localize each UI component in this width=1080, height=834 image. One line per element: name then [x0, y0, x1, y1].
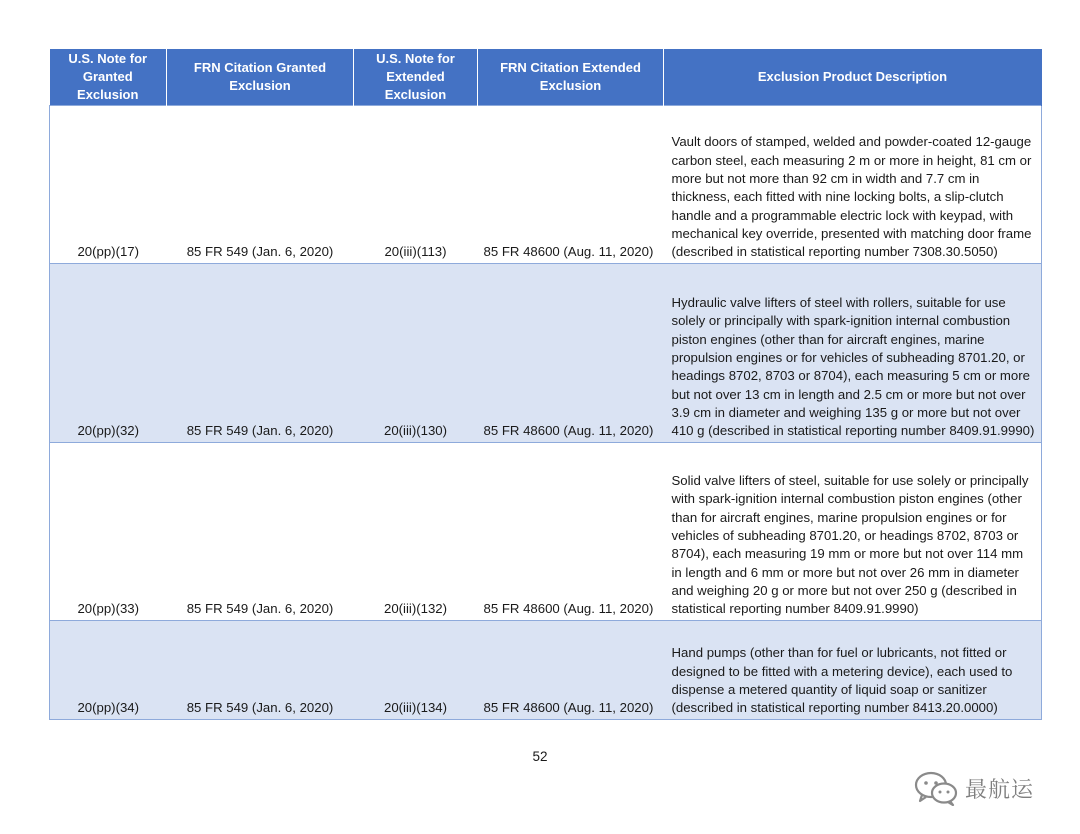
- cell-extended-frn: 85 FR 48600 (Aug. 11, 2020): [478, 263, 664, 442]
- cell-description: Hand pumps (other than for fuel or lubricants, not fitted or designed to be fitted with a metering device), each used to dispense a metered quantity of liquid soap or sanitizer (described in statistical reporting number 8413.20.0000): [664, 620, 1042, 719]
- cell-granted-frn: 85 FR 549 (Jan. 6, 2020): [167, 263, 354, 442]
- cell-extended-frn: 85 FR 48600 (Aug. 11, 2020): [478, 105, 664, 263]
- cell-granted-frn: 85 FR 549 (Jan. 6, 2020): [167, 620, 354, 719]
- table-row: [50, 620, 1042, 719]
- cell-description: Hydraulic valve lifters of steel with rollers, suitable for use solely or principally with spark-ignition internal combustion piston engines (other than for aircraft engines, marine propulsion engines or for vehicles of subheading 8701.20, or headings 8702, 8703 or 8704), each measuring 5 cm or more but not over 13 cm in length and 2.5 cm or more but not over 3.9 cm in diameter and weighing 135 g or more but not over 410 g (described in statistical reporting number 8409.91.9990): [664, 263, 1042, 442]
- cell-description: Solid valve lifters of steel, suitable for use solely or principally with spark-ignition internal combustion piston engines (other than for aircraft engines, marine propulsion engines or for vehicles of subheading 8701.20, or headings 8702, 8703 or 8704), each measuring 19 mm or more but not over 114 mm in length and 6 mm or more but not over 26 mm in diameter and weighing 20 g or more but not over 250 g (described in statistical reporting number 8409.91.9990): [664, 442, 1042, 620]
- page-number: 52: [532, 749, 548, 764]
- cell-extended-frn: 85 FR 48600 (Aug. 11, 2020): [478, 442, 664, 620]
- cell-granted-frn: 85 FR 549 (Jan. 6, 2020): [167, 442, 354, 620]
- wechat-icon: [913, 770, 959, 806]
- cell-granted-note: 20(pp)(33): [50, 442, 167, 620]
- header-granted-frn: FRN Citation Granted Exclusion: [167, 49, 354, 105]
- exclusion-table: [49, 49, 1042, 720]
- header-extended-note: U.S. Note for Extended Exclusion: [354, 49, 478, 105]
- cell-extended-frn: 85 FR 48600 (Aug. 11, 2020): [478, 620, 664, 719]
- cell-extended-note: 20(iii)(134): [354, 620, 478, 719]
- table-header: [50, 49, 1042, 105]
- cell-granted-frn: 85 FR 549 (Jan. 6, 2020): [167, 105, 354, 263]
- table-row: [50, 105, 1042, 263]
- table-row: [50, 263, 1042, 442]
- header-description: Exclusion Product Description: [664, 49, 1042, 105]
- cell-description: Vault doors of stamped, welded and powder-coated 12-gauge carbon steel, each measuring 2 m or more in height, 81 cm or more but not more than 92 cm in width and 7.7 cm in thickness, each fitted with nine locking bolts, a slip-clutch handle and a programmable electric lock with keypad, with mechanical key override, presented with matching door frame (described in statistical reporting number 7308.30.5050): [664, 105, 1042, 263]
- cell-extended-note: 20(iii)(132): [354, 442, 478, 620]
- header-granted-note: U.S. Note for Granted Exclusion: [50, 49, 167, 105]
- cell-extended-note: 20(iii)(113): [354, 105, 478, 263]
- table-body: [50, 105, 1042, 719]
- cell-granted-note: 20(pp)(17): [50, 105, 167, 263]
- watermark: [913, 770, 1034, 806]
- cell-extended-note: 20(iii)(130): [354, 263, 478, 442]
- watermark-text: 最航运: [965, 777, 1035, 803]
- cell-granted-note: 20(pp)(34): [50, 620, 167, 719]
- table-row: [50, 442, 1042, 620]
- header-row: [50, 49, 1042, 105]
- header-extended-frn: FRN Citation Extended Exclusion: [478, 49, 664, 105]
- cell-granted-note: 20(pp)(32): [50, 263, 167, 442]
